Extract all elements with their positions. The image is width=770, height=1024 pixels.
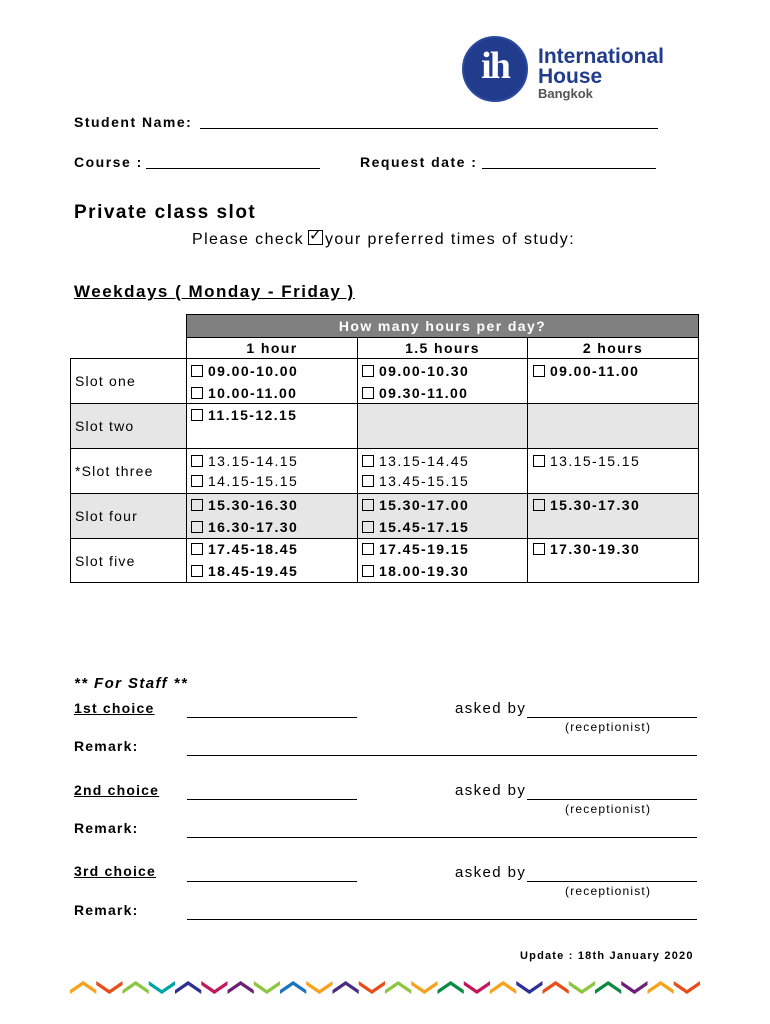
slot-option[interactable]: 17.30-19.30 [533, 540, 640, 558]
column-2-hours: 2 hours [527, 337, 699, 359]
checkbox-icon[interactable] [191, 475, 203, 487]
stripe-segment [674, 981, 700, 994]
slot-two-label: Slot two [70, 403, 187, 449]
slot-option[interactable]: 15.45-17.15 [362, 518, 469, 536]
checkbox-icon[interactable] [191, 565, 203, 577]
column-1-5-hours: 1.5 hours [357, 337, 528, 359]
course-label: Course : [74, 154, 143, 170]
stripe-segment [438, 981, 464, 994]
first-choice-label: 1st choice [74, 700, 155, 716]
slot-option[interactable]: 13.15-14.15 [191, 452, 298, 470]
first-receptionist-label: (receptionist) [565, 720, 652, 734]
slot-four-label: Slot four [70, 493, 187, 539]
third-choice-field[interactable] [187, 881, 357, 882]
slot-option[interactable]: 13.15-14.45 [362, 452, 469, 470]
slot-option[interactable]: 09.30-11.00 [362, 384, 468, 402]
slot-option[interactable]: 17.45-18.45 [191, 540, 298, 558]
slot-option[interactable]: 10.00-11.00 [191, 384, 297, 402]
request-date-row [360, 154, 477, 170]
stripe-segment [149, 981, 175, 994]
stripe-segment [280, 981, 306, 994]
international-house-logo [462, 36, 702, 104]
first-choice-field[interactable] [187, 717, 357, 718]
slot-option[interactable]: 09.00-10.30 [362, 362, 469, 380]
third-asked-by-label: asked by [455, 864, 527, 881]
slot-option[interactable]: 14.15-15.15 [191, 472, 298, 490]
checkbox-icon[interactable] [191, 387, 203, 399]
student-name-row [74, 114, 192, 130]
stripe-segment [123, 981, 149, 994]
slot-option[interactable]: 11.15-12.15 [191, 406, 297, 424]
stripe-segment [175, 981, 201, 994]
slot-option[interactable]: 18.00-19.30 [362, 562, 469, 580]
third-choice-label: 3rd choice [74, 863, 157, 879]
slot-two-col3-cell [527, 403, 699, 449]
checkbox-icon[interactable] [191, 499, 203, 511]
stripe-segment [333, 981, 359, 994]
first-asked-by-label: asked by [455, 700, 527, 717]
checkbox-icon[interactable] [362, 521, 374, 533]
student-name-field[interactable] [200, 114, 658, 129]
slot-option[interactable]: 13.15-15.15 [533, 452, 640, 470]
checkbox-icon[interactable] [533, 455, 545, 467]
checkbox-icon[interactable] [191, 521, 203, 533]
third-receptionist-label: (receptionist) [565, 884, 652, 898]
first-remark-label: Remark: [74, 738, 139, 754]
checkbox-icon[interactable] [362, 475, 374, 487]
stripe-segment [516, 981, 542, 994]
second-receptionist-label: (receptionist) [565, 802, 652, 816]
stripe-segment [70, 981, 96, 994]
stripe-segment [306, 981, 332, 994]
slot-option[interactable]: 18.45-19.45 [191, 562, 298, 580]
stripe-segment [569, 981, 595, 994]
stripe-segment [385, 981, 411, 994]
second-asked-by-field[interactable] [527, 799, 697, 800]
column-1-hour: 1 hour [186, 337, 358, 359]
checkbox-icon[interactable] [191, 409, 203, 421]
update-date: Update : 18th January 2020 [520, 950, 694, 962]
checkbox-icon[interactable] [362, 387, 374, 399]
slot-option[interactable]: 17.45-19.15 [362, 540, 469, 558]
slot-option[interactable]: 15.30-17.30 [533, 496, 640, 514]
checkbox-icon[interactable] [533, 365, 545, 377]
table-header: How many hours per day? [186, 314, 699, 338]
stripe-segment [464, 981, 490, 994]
logo-line-3: Bangkok [538, 86, 593, 101]
slot-two-col2-cell [357, 403, 528, 449]
second-choice-label: 2nd choice [74, 782, 160, 798]
stripe-segment [648, 981, 674, 994]
stripe-segment [543, 981, 569, 994]
student-name-label: Student Name: [74, 114, 193, 130]
slot-option[interactable]: 09.00-11.00 [533, 362, 639, 380]
stripe-segment [411, 981, 437, 994]
stripe-segment [359, 981, 385, 994]
checkbox-icon[interactable] [362, 365, 374, 377]
slot-option[interactable]: 16.30-17.30 [191, 518, 298, 536]
logo-line-1: International [538, 45, 665, 68]
stripe-segment [228, 981, 254, 994]
slot-five-label: Slot five [70, 538, 187, 583]
logo-line-2: House [538, 65, 603, 88]
slot-three-label: *Slot three [70, 448, 187, 494]
slot-one-label: Slot one [70, 358, 187, 404]
instructions-before: Please check [192, 231, 304, 248]
checkbox-icon[interactable] [362, 543, 374, 555]
slot-option[interactable]: 15.30-16.30 [191, 496, 298, 514]
stripe-segment [595, 981, 621, 994]
second-choice-field[interactable] [187, 799, 357, 800]
stripe-segment [96, 981, 122, 994]
instructions-after: your preferred times of study: [324, 231, 576, 248]
checkbox-icon[interactable] [362, 499, 374, 511]
second-asked-by-label: asked by [455, 782, 527, 799]
third-remark-label: Remark: [74, 902, 139, 918]
request-date-label: Request date : [360, 154, 478, 170]
course-row [74, 154, 143, 170]
slot-option[interactable]: 13.45-15.15 [362, 472, 469, 490]
checkbox-icon[interactable] [362, 565, 374, 577]
checkbox-icon[interactable] [191, 455, 203, 467]
first-remark-field[interactable] [187, 755, 697, 756]
stripe-segment [201, 981, 227, 994]
logo-mark: ih [481, 45, 509, 87]
checkbox-icon[interactable] [533, 499, 545, 511]
request-date-field[interactable] [482, 154, 656, 169]
checkbox-icon[interactable] [191, 365, 203, 377]
second-remark-label: Remark: [74, 820, 139, 836]
checkbox-icon[interactable] [191, 543, 203, 555]
staff-section-title: ** For Staff ** [74, 675, 189, 692]
stripe-segment [254, 981, 280, 994]
checkbox-icon[interactable] [362, 455, 374, 467]
third-remark-field[interactable] [187, 919, 697, 920]
checkbox-icon[interactable] [533, 543, 545, 555]
course-field[interactable] [146, 154, 320, 169]
checked-box-icon [308, 230, 323, 245]
stripe-segment [621, 981, 647, 994]
second-remark-field[interactable] [187, 837, 697, 838]
slot-option[interactable]: 09.00-10.00 [191, 362, 298, 380]
instructions [192, 230, 575, 249]
third-asked-by-field[interactable] [527, 881, 697, 882]
decorative-stripe [70, 978, 700, 994]
page-title: Private class slot [74, 202, 257, 223]
stripe-segment [490, 981, 516, 994]
slot-option[interactable]: 15.30-17.00 [362, 496, 469, 514]
first-asked-by-field[interactable] [527, 717, 697, 718]
weekdays-heading: Weekdays ( Monday - Friday ) [74, 282, 355, 301]
